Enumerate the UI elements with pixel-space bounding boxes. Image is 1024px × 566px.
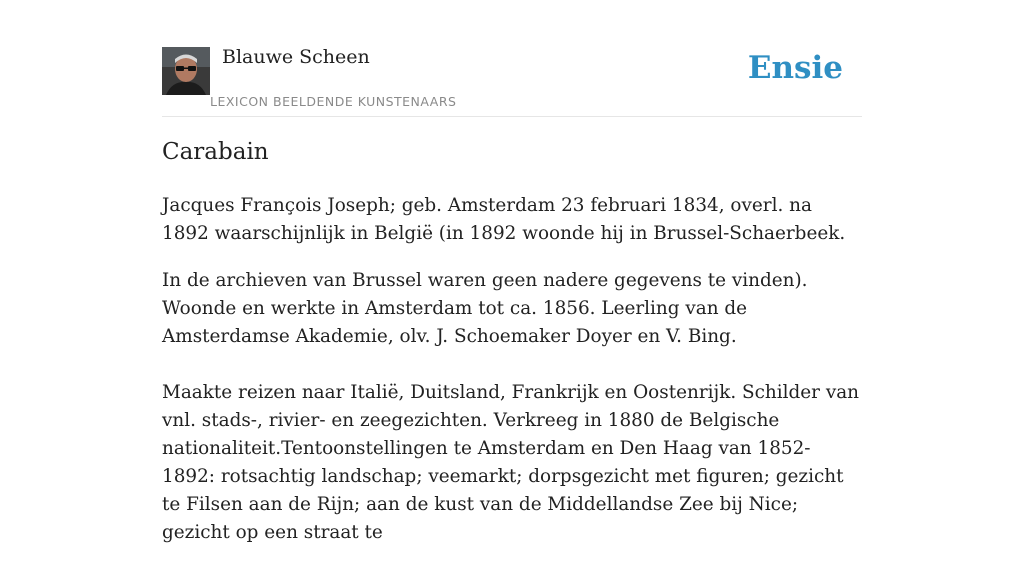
- article-paragraph: In de archieven van Brussel waren geen nadere gegevens te vinden). Woonde en werkte in Amsterdam tot ca. 1856. Leerling van de Amsterdamse Akademie, olv. J. Schoemaker Doyer en V. Bing.: [162, 270, 808, 347]
- article-header: [162, 0, 862, 117]
- author-name[interactable]: Blauwe Scheen: [222, 46, 370, 68]
- ensie-logo[interactable]: Ensie: [747, 50, 843, 86]
- collection-label[interactable]: LEXICON BEELDENDE KUNSTENAARS: [210, 94, 457, 109]
- author-portrait-icon: [162, 47, 210, 95]
- article-title: Carabain: [162, 139, 269, 165]
- article-paragraph: Jacques François Joseph; geb. Amsterdam 23 februari 1834, overl. na 1892 waarschijnlijk in België (in 1892 woonde hij in Brussel-Schaerbeek.: [162, 195, 846, 244]
- article-paragraph: Maakte reizen naar Italië, Duitsland, Frankrijk en Oostenrijk. Schilder van vnl. stads-, rivier- en zeegezichten. Verkreeg in 1880 de Belgische nationaliteit.Tentoonstellingen te Amsterdam en Den Haag van 1852-1892: rotsachtig landschap; veemarkt; dorpsgezicht met figuren; gezicht te Filsen aan de Rijn; aan de kust van de Middellandse Zee bij Nice; gezicht op een straat te: [162, 382, 860, 543]
- article-body: [162, 192, 862, 566]
- content-column: [162, 0, 862, 543]
- author-avatar[interactable]: [162, 47, 210, 95]
